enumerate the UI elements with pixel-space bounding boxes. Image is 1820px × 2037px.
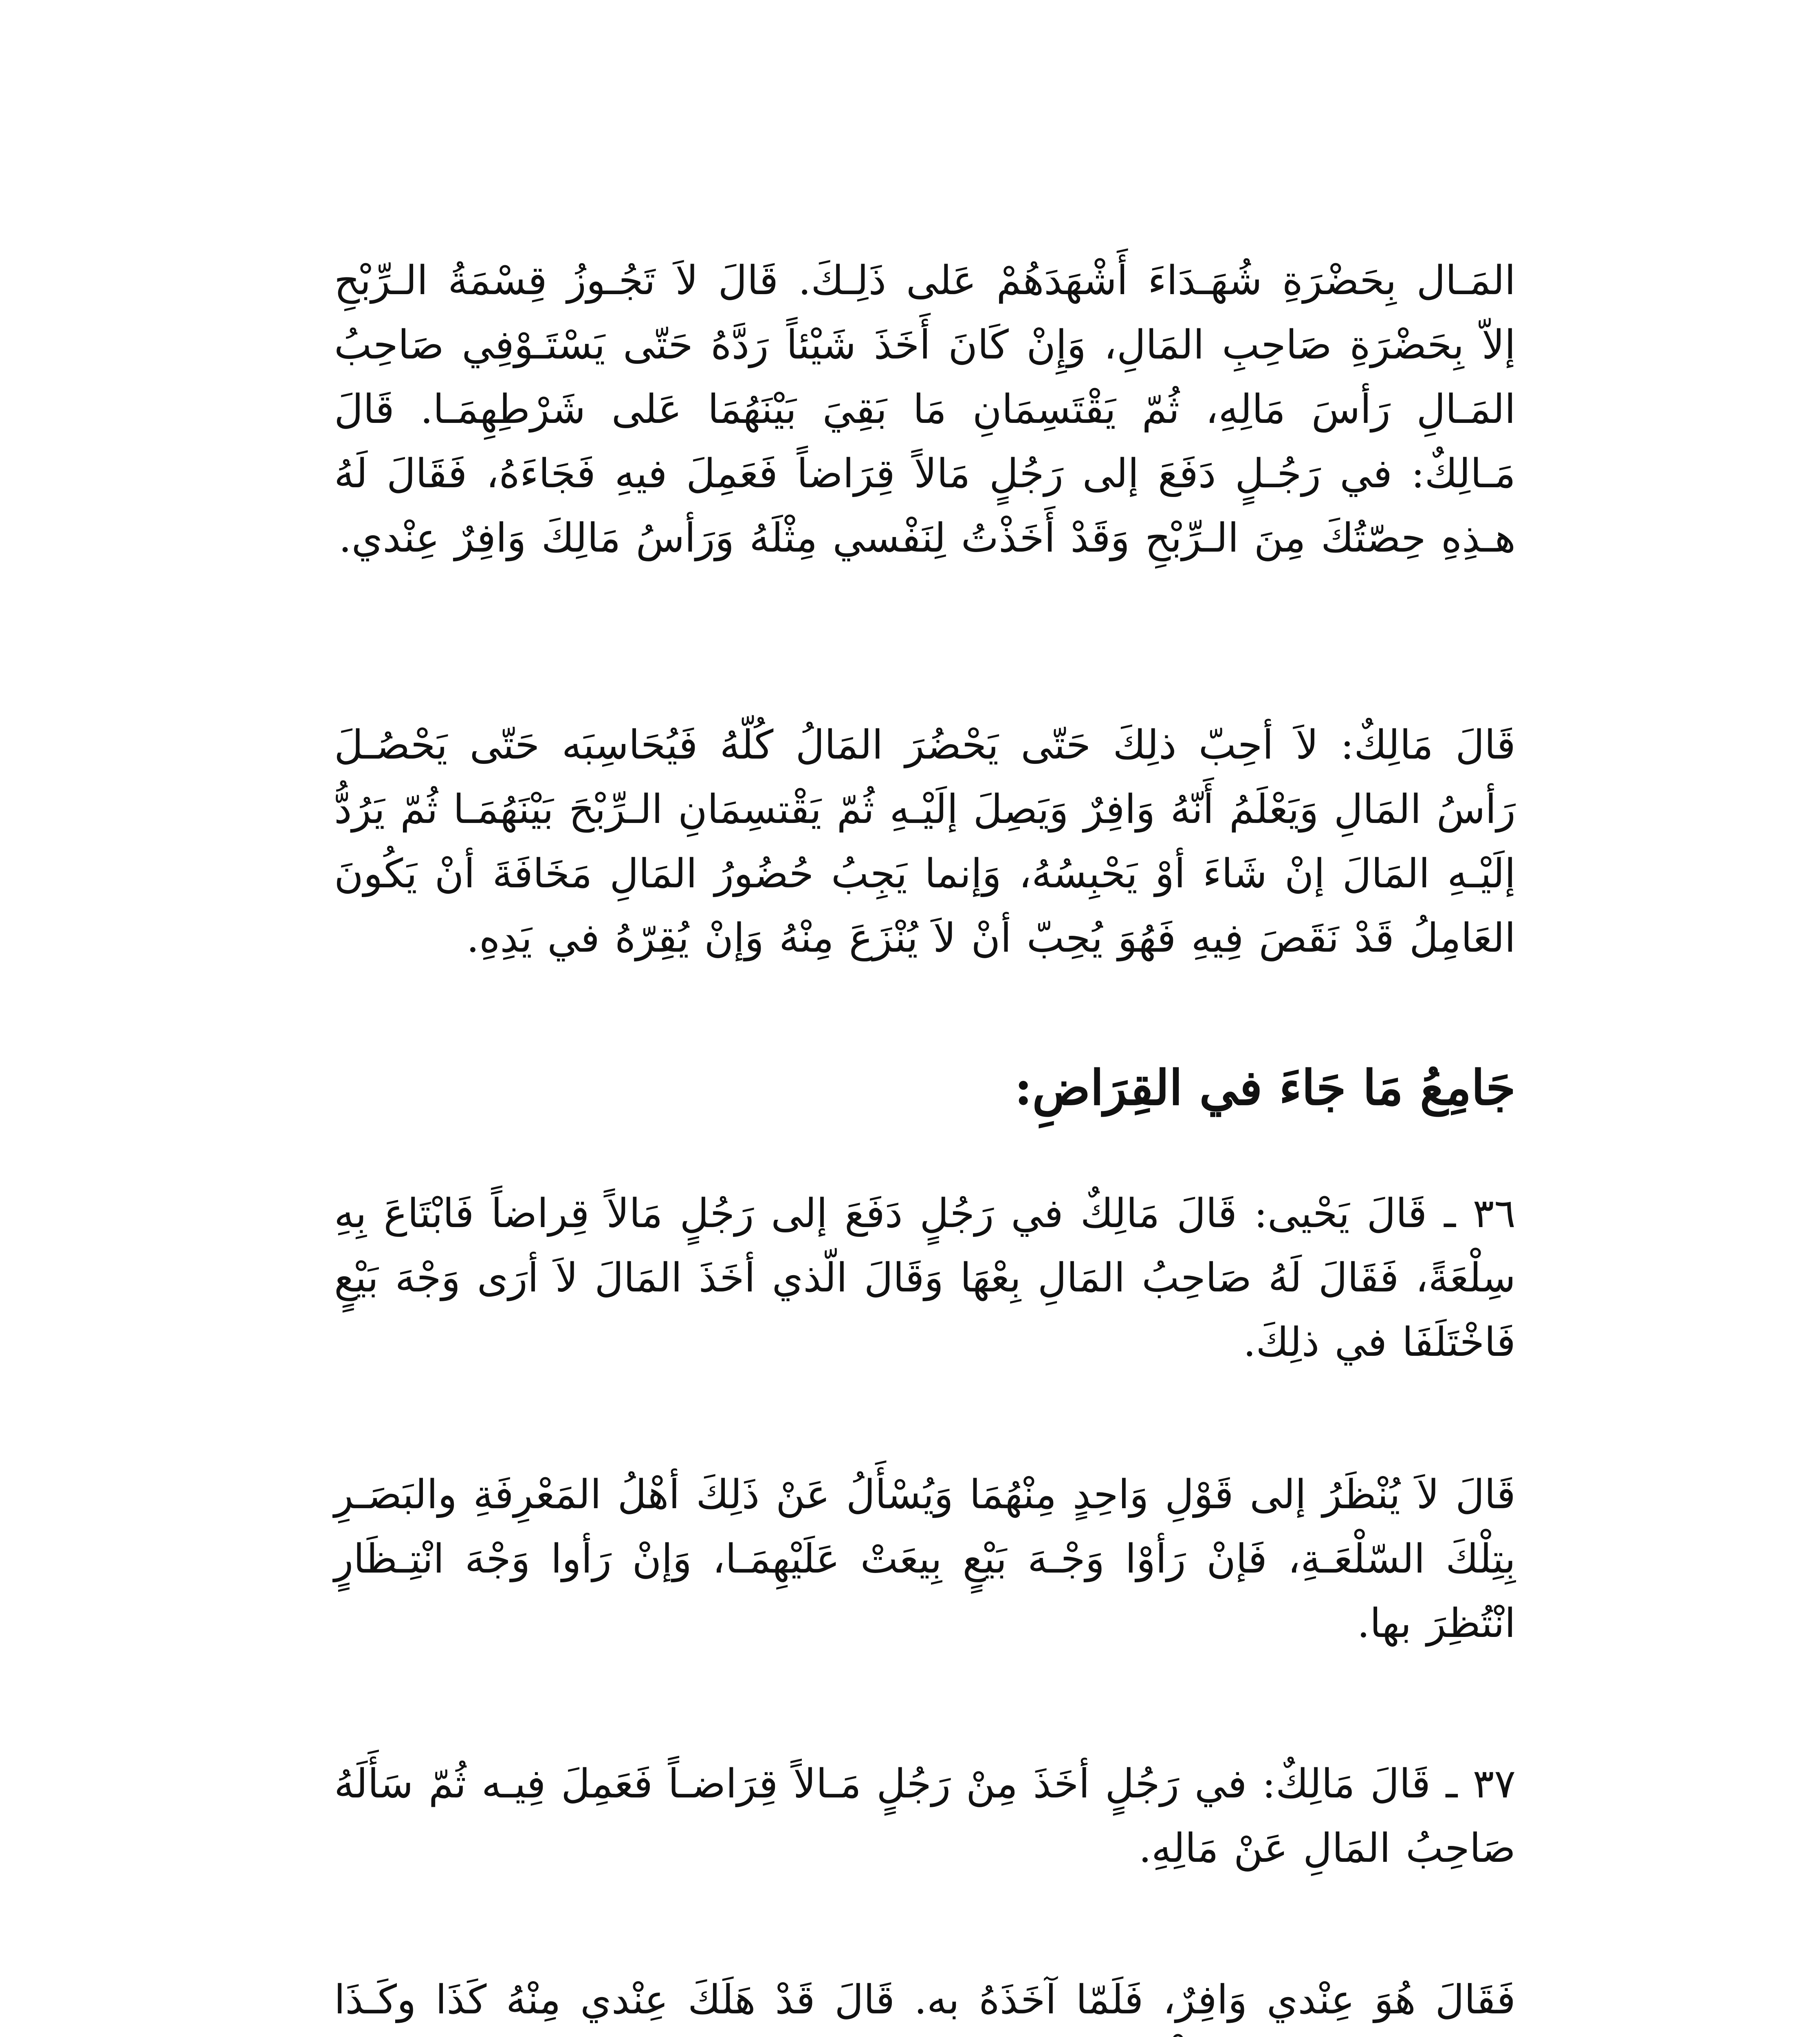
paragraph-2: قَالَ مَالِكٌ: لاَ أحِبّ ذلِكَ حَتّى يَحْضُرَ المَالُ كُلّهُ فَيُحَاسِبَه حَتّى يَحْصُـلَ رَأسُ المَالِ وَيَعْلَمُ أَنّهُ وَافِرٌ وَيَصِلَ إلَيْـهِ ثُمّ يَقْتسِمَانِ الـرِّبْحَ بَيْنَهُمَـا ثُمّ يَرُدُّ إلَيْـهِ المَالَ إنْ شَاءَ أوْ يَحْبِسُهُ، وَإنما يَجِبُ حُضُورُ المَالِ مَخَافَةَ أنْ يَكُونَ العَامِلُ قَدْ نَقَصَ فِيهِ فَهُوَ يُحِبّ أنْ لاَ يُنْزَعَ مِنْهُ وَإنْ يُقِرّهُ في يَدِهِ. bbox=[334, 722, 1516, 961]
paragraph-37: ٣٧ ـ قَالَ مَالِكٌ: في رَجُلٍ أخَذَ مِنْ رَجُلٍ مَـالاً قِرَاضـاً فَعَمِلَ فِيـه ثُمّ سَأَلَهُ صَاحِبُ المَالِ عَنْ مَالِهِ. bbox=[334, 1761, 1516, 1872]
paragraph-37-ruling: فَقَالَ هُوَ عِنْدي وَافِرٌ، فَلَمّا آخَذَهُ به. قَالَ قَدْ هَلَكَ عِنْدي مِنْهُ كَذَا وكَـذَا bbox=[334, 1977, 1516, 2023]
paragraph-36-ruling: قَالَ لاَ يُنْظَرُ إلى قَوْلِ وَاحِدٍ مِنْهُمَا وَيُسْأَلُ عَنْ ذَلِكَ أهْلُ المَعْرِفَةِ والبَصَـرِ بِتِلْكَ السّلْعَـةِ، فَإنْ رَأوْا وَجْـهَ بَيْعٍ بِيعَتْ عَلَيْهِمَـا، وَإنْ رَأوا وَجْهَ انْتِـظَارٍ انْتُظِرَ بها. bbox=[334, 1472, 1516, 1647]
section-heading: جَامِعُ مَا جَاءَ في القِرَاضِ: bbox=[1014, 1059, 1516, 1116]
paragraph-1: المَـال بِحَضْرَةِ شُهَـدَاءَ أَشْهَدَهُمْ عَلى ذَلِـكَ. قَالَ لاَ تَجُـوزُ قِسْمَةُ الـرِّبْحِ إلاّ بِحَضْرَةِ صَاحِبِ المَالِ، وَإِنْ كَانَ أَخَذَ شَيْئاً رَدَّهُ حَتّى يَسْتَـوْفِي صَاحِبُ المَـالِ رَأسَ مَالِهِ، ثُمّ يَقْتَسِمَانِ مَا بَقِيَ بَيْنَهُمَا عَلى شَرْطِهِمَـا. قَالَ مَـالِكٌ: في رَجُـلٍ دَفَعَ إلى رَجُلٍ مَالاً قِرَاضاً فَعَمِلَ فيهِ فَجَاءَهُ، فَقَالَ لَهُ هـذِهِ حِصّتُكَ مِنَ الـرِّبْحِ وَقَدْ أَخَذْتُ لِنَفْسي مِثْلَهُ وَرَأسُ مَالِكَ وَافِرٌ عِنْدي. bbox=[334, 257, 1516, 561]
paragraph-36: ٣٦ ـ قَالَ يَحْيى: قَالَ مَالِكٌ في رَجُلٍ دَفَعَ إلى رَجُلٍ مَالاً قِراضاً فَابْتَاعَ بِهِ سِلْعَةً، فَقَالَ لَهُ صَاحِبُ المَالِ بِعْهَا وَقَالَ الّذي أخَذَ المَالَ لاَ أرَى وَجْهَ بَيْعٍ فَاخْتَلَفَا في ذلِكَ. bbox=[334, 1190, 1516, 1366]
